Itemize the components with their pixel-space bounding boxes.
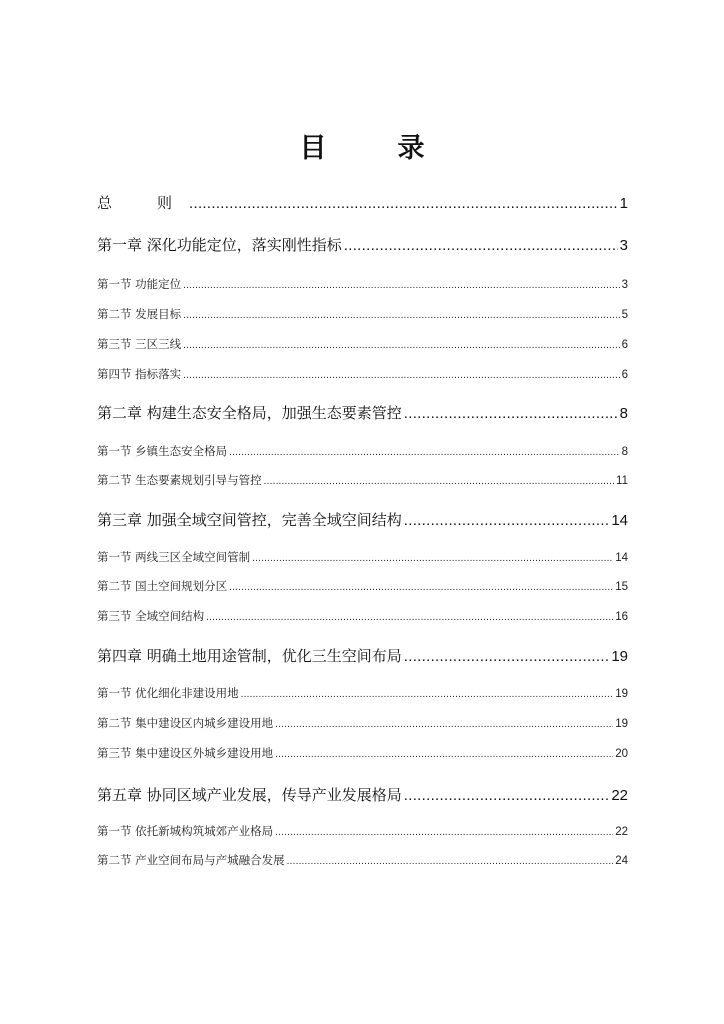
toc-entry-section[interactable]	[97, 276, 628, 294]
toc-entry-page: 5	[621, 309, 628, 321]
toc-entry-section[interactable]	[97, 366, 628, 384]
dot-leader	[252, 551, 613, 567]
dot-leader	[404, 647, 610, 667]
toc-entry-label: 第二章 构建生态安全格局，加强生态要素管控	[97, 404, 402, 422]
toc-entry-label: 第二节 生态要素规划引导与管控	[97, 473, 262, 487]
toc-entry-page: 22	[611, 787, 628, 804]
dot-leader	[404, 511, 610, 531]
dot-leader	[229, 445, 619, 461]
toc-entry-label: 第一节 优化细化非建设用地	[97, 686, 239, 700]
toc-entry-section[interactable]	[97, 745, 628, 763]
toc-entry-chapter-5[interactable]	[97, 785, 628, 806]
toc-entry-section[interactable]	[97, 685, 628, 703]
toc-entry-chapter-4[interactable]	[97, 646, 628, 667]
toc-entry-page: 20	[615, 748, 628, 760]
dot-leader	[189, 194, 618, 214]
toc-entry-page: 19	[611, 648, 628, 665]
toc-entry-page: 19	[615, 718, 628, 730]
toc-entry-label: 第三节 三区三线	[97, 337, 182, 351]
toc-entry-page: 6	[621, 369, 628, 381]
toc-entry-label: 第四节 指标落实	[97, 367, 182, 381]
toc-entry-label: 第一节 依托新城构筑城郊产业格局	[97, 824, 274, 838]
toc-entry-section[interactable]	[97, 549, 628, 567]
toc-entry-section[interactable]	[97, 443, 628, 461]
toc-entry-page: 14	[611, 512, 628, 529]
dot-leader	[404, 786, 610, 806]
dot-leader	[275, 717, 613, 733]
toc-entry-label: 第二节 国土空间规划分区	[97, 579, 228, 593]
toc-entry-label: 第四章 明确土地用途管制，优化三生空间布局	[97, 647, 402, 665]
toc-entry-section[interactable]	[97, 306, 628, 324]
toc-entry-page: 6	[621, 339, 628, 351]
dot-leader	[241, 687, 614, 703]
toc-entry-chapter-2[interactable]	[97, 403, 628, 424]
dot-leader	[206, 610, 613, 626]
toc-entry-section[interactable]	[97, 336, 628, 354]
toc-title: 目 录	[299, 133, 447, 164]
toc-entry-page: 19	[615, 688, 628, 700]
toc-entry-page: 11	[616, 475, 628, 487]
dot-leader	[264, 474, 614, 490]
dot-leader	[183, 278, 619, 294]
toc-entry-page: 14	[615, 552, 628, 564]
toc-entry-page: 22	[615, 826, 628, 838]
toc-entry-general-provisions[interactable]	[97, 193, 628, 214]
toc-entry-page: 3	[621, 279, 628, 291]
toc-entry-label: 第一节 两线三区全域空间管制	[97, 550, 251, 564]
toc-entry-page: 8	[621, 446, 628, 458]
toc-entry-label: 第二节 集中建设区内城乡建设用地	[97, 716, 274, 730]
toc-entry-page: 15	[615, 581, 628, 593]
dot-leader	[275, 825, 613, 841]
toc-entry-page: 16	[615, 611, 628, 623]
toc-entry-label: 第一章 深化功能定位，落实刚性指标	[97, 236, 342, 254]
dot-leader	[183, 308, 619, 324]
toc-entry-chapter-3[interactable]	[97, 510, 628, 531]
toc-entry-page: 3	[619, 237, 628, 254]
toc-entry-label: 总 则	[97, 194, 188, 212]
toc-entry-label: 第三节 全域空间结构	[97, 609, 205, 623]
dot-leader	[287, 854, 614, 870]
toc-entry-label: 第三章 加强全域空间管控，完善全域空间结构	[97, 511, 402, 529]
toc-entry-section[interactable]	[97, 852, 628, 870]
dot-leader	[229, 580, 613, 596]
toc-entry-section[interactable]	[97, 472, 628, 490]
toc-entry-page: 8	[619, 405, 628, 422]
dot-leader	[183, 368, 619, 384]
toc-entry-label: 第一节 乡镇生态安全格局	[97, 444, 228, 458]
toc-entry-section[interactable]	[97, 715, 628, 733]
toc-entry-page: 1	[619, 195, 628, 212]
toc-entry-section[interactable]	[97, 608, 628, 626]
toc-entry-chapter-1[interactable]	[97, 235, 628, 256]
toc-entry-section[interactable]	[97, 823, 628, 841]
dot-leader	[183, 338, 619, 354]
toc-entry-label: 第一节 功能定位	[97, 277, 182, 291]
dot-leader	[404, 404, 618, 424]
toc-entry-page: 24	[615, 855, 628, 867]
toc-entry-label: 第三节 集中建设区外城乡建设用地	[97, 746, 274, 760]
toc-entry-section[interactable]	[97, 578, 628, 596]
toc-entry-label: 第五章 协同区域产业发展，传导产业发展格局	[97, 786, 402, 804]
dot-leader	[275, 747, 613, 763]
toc-entry-label: 第二节 产业空间布局与产城融合发展	[97, 853, 285, 867]
dot-leader	[344, 236, 618, 256]
toc-entry-label: 第二节 发展目标	[97, 307, 182, 321]
